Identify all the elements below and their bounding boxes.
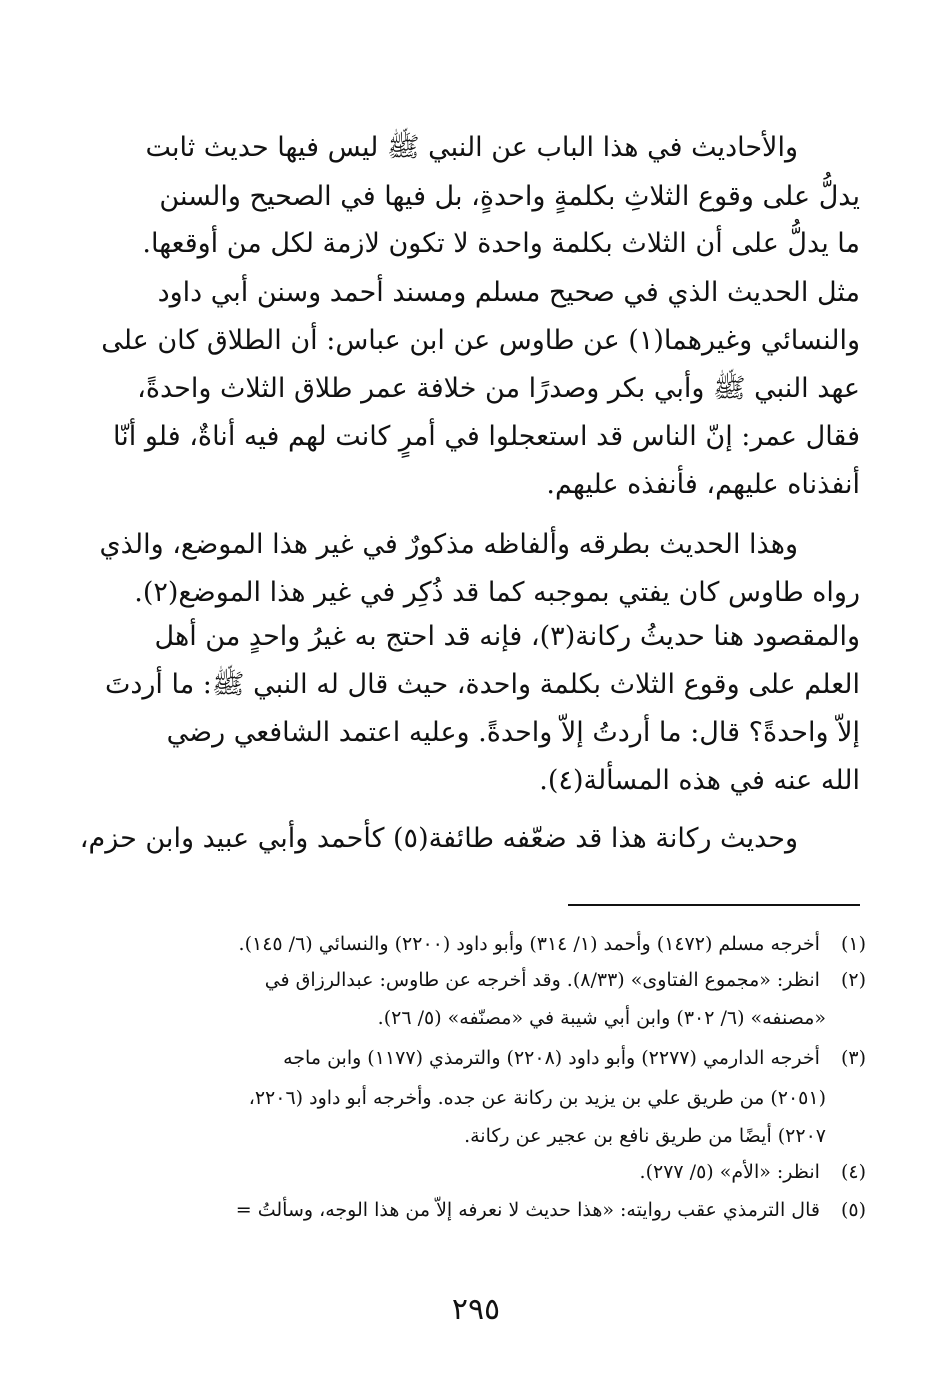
body-line: وهذا الحديث بطرقه وألفاظه مذكورٌ في غير هذا الموضع، والذي (99, 529, 798, 560)
footnote-text: أخرجه مسلم (١٤٧٢) وأحمد (١/ ٣١٤) وأبو داود (٢٢٠٠) والنسائي (٦/ ١٤٥). (238, 933, 820, 955)
footnote-4 (118, 1157, 866, 1187)
body-line: والأحاديث في هذا الباب عن النبي ﷺ ليس فيها حديث ثابت (145, 132, 798, 163)
footnote-2-continued: «مصنفه» (٦/ ٣٠٢) وابن أبي شيبة في «مصنّفه» (٥/ ٢٦). (377, 1007, 826, 1029)
footnote-text: انظر: «الأم» (٥/ ٢٧٧). (639, 1161, 820, 1183)
footnote-text: أخرجه الدارمي (٢٢٧٧) وأبو داود (٢٢٠٨) والترمذي (١١٧٧) وابن ماجه (283, 1047, 820, 1069)
page-number: ٢٩٥ (451, 1292, 501, 1327)
body-line: العلم على وقوع الثلاث بكلمة واحدة، حيث قال له النبي ﷺ: ما أردتَ (104, 669, 860, 700)
body-line: فقال عمر: إنّ الناس قد استعجلوا في أمرٍ كانت لهم فيه أناةٌ، فلو أنّا (113, 421, 860, 452)
body-line: والنسائي وغيرهما(١) عن طاوس عن ابن عباس: أن الطلاق كان على (101, 325, 860, 356)
body-line: مثل الحديث الذي في صحيح مسلم ومسند أحمد وسنن أبي داود (157, 277, 860, 308)
body-line: يدلُّ على وقوع الثلاثِ بكلمةٍ واحدةٍ، بل فيها في الصحيح والسنن (159, 181, 860, 212)
footnote-1 (118, 929, 866, 959)
footnote-separator (568, 904, 860, 906)
footnote-5 (118, 1195, 866, 1225)
body-line: الله عنه في هذه المسألة(٤). (539, 765, 860, 796)
body-line: عهد النبي ﷺ وأبي بكر وصدرًا من خلافة عمر طلاق الثلاث واحدةً، (137, 373, 860, 404)
footnote-number: (٥) (840, 1199, 866, 1221)
footnote-number: (٣) (840, 1047, 866, 1069)
footnote-number: (٢) (840, 969, 866, 991)
footnote-text: انظر: «مجموع الفتاوى» (٨/٣٣). وقد أخرجه عن طاوس: عبدالرزاق في (264, 969, 820, 991)
body-line: والمقصود هنا حديثُ ركانة(٣)، فإنه قد احتج به غيرُ واحدٍ من أهل (154, 621, 860, 652)
footnote-3-continued: ٢٢٠٧) أيضًا من طريق نافع بن عجير عن ركانة. (464, 1125, 826, 1147)
footnote-number: (١) (840, 933, 866, 955)
footnote-3-continued: (٢٠٥١) من طريق علي بن يزيد بن ركانة عن جده. وأخرجه أبو داود (٢٢٠٦، (248, 1087, 826, 1109)
footnote-number: (٤) (840, 1161, 866, 1183)
footnote-3 (118, 1043, 866, 1073)
body-line: رواه طاوس كان يفتي بموجبه كما قد ذُكِر في غير هذا الموضع(٢). (134, 577, 860, 608)
footnote-2 (118, 965, 866, 995)
body-line: إلاّ واحدةً؟ قال: ما أردتُ إلاّ واحدةً. وعليه اعتمد الشافعي رضي (166, 717, 860, 748)
body-line: ما يدلُّ على أن الثلاث بكلمة واحدة لا تكون لازمة لكل من أوقعها. (142, 228, 860, 259)
body-line: وحديث ركانة هذا قد ضعّفه طائفة(٥) كأحمد وأبي عبيد وابن حزم، (79, 823, 798, 854)
footnote-text: قال الترمذي عقب روايته: «هذا حديث لا نعرفه إلاّ من هذا الوجه، وسألتُ = (235, 1199, 820, 1221)
body-line: أنفذناه عليهم، فأنفذه عليهم. (546, 469, 860, 500)
